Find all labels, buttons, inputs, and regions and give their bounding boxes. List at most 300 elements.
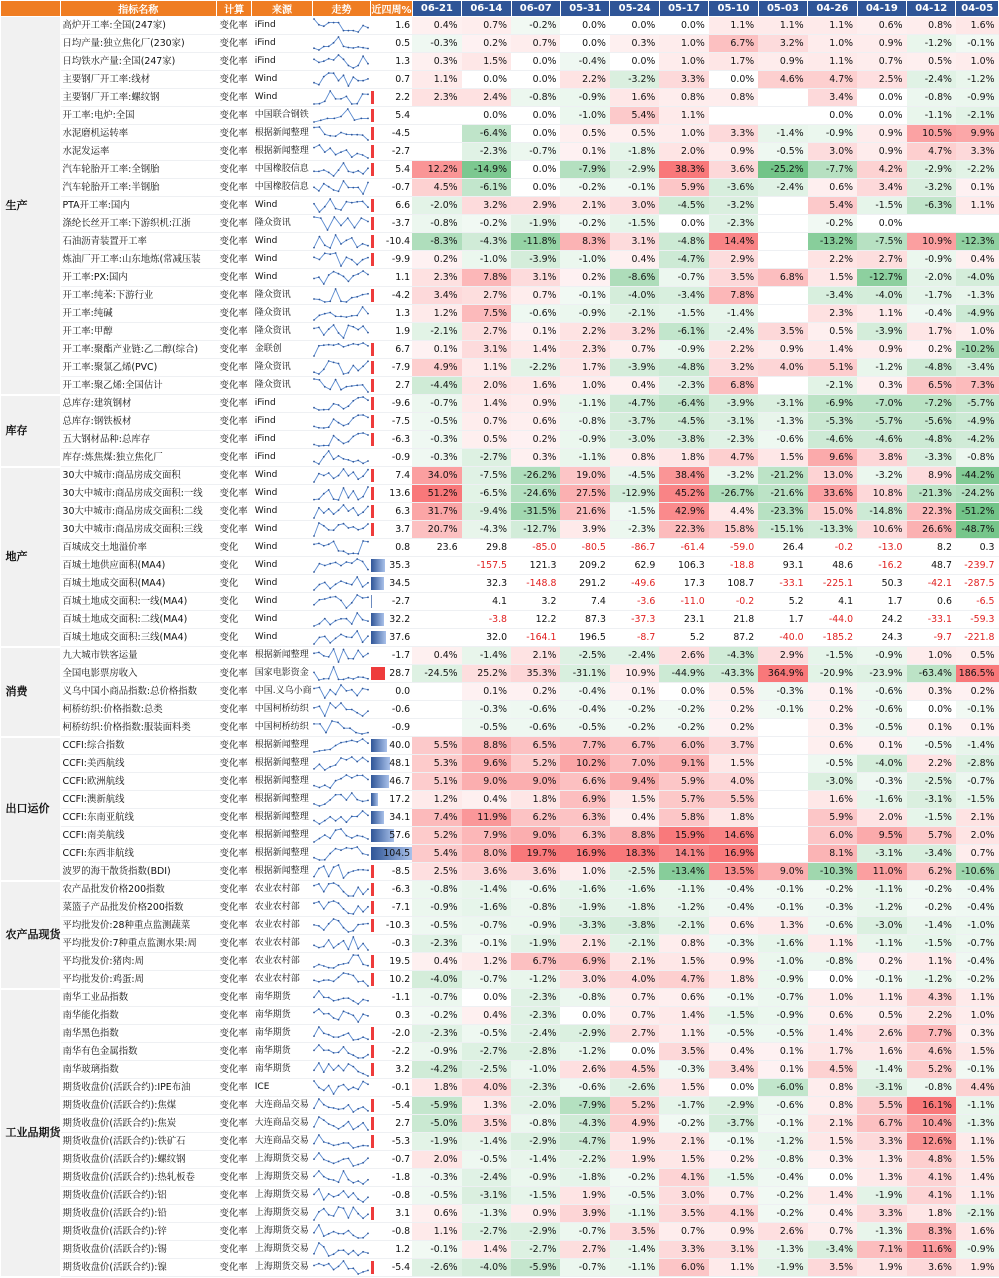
weekly-change-cell: 2.5% — [412, 863, 461, 881]
recent-text: 5.4 — [395, 110, 411, 121]
weekly-change-cell: -0.7% — [758, 989, 807, 1007]
weekly-change-cell: 3.5% — [808, 1259, 857, 1277]
table-row[interactable] — [1, 413, 999, 431]
indicator-name: 水泥磨机运转率 — [60, 125, 216, 143]
weekly-change-cell: 5.3% — [412, 755, 461, 773]
weekly-change-cell: -0.3% — [758, 683, 807, 701]
weekly-change-cell: -6.5 — [956, 593, 999, 611]
data-source: Wind — [252, 233, 313, 251]
table-row[interactable] — [1, 251, 999, 269]
weekly-change-cell — [412, 125, 461, 143]
indicator-name: CCFI:东西非航线 — [60, 845, 216, 863]
weekly-change-cell: -0.6% — [511, 701, 560, 719]
weekly-change-cell: -21.3% — [907, 485, 956, 503]
weekly-change-cell: -1.9% — [412, 1133, 461, 1151]
header-date[interactable]: 04-12 — [907, 1, 956, 17]
recent-4w-value — [371, 449, 412, 467]
recent-bar — [371, 91, 374, 104]
trend-sparkline — [312, 881, 371, 899]
recent-text: 1.3 — [395, 308, 411, 319]
table-row[interactable] — [1, 1043, 999, 1061]
table-row[interactable] — [1, 1169, 999, 1187]
weekly-change-cell: -0.4% — [560, 53, 609, 71]
calc-type: 变化率 — [216, 71, 251, 89]
weekly-change-cell: 5.2% — [610, 1097, 659, 1115]
weekly-change-cell: -2.2% — [511, 359, 560, 377]
table-row[interactable] — [1, 575, 999, 593]
calc-type: 变化率 — [216, 251, 251, 269]
indicator-name: 全国电影票房收入 — [60, 665, 216, 683]
table-row[interactable] — [1, 377, 999, 395]
calc-type: 变化率 — [216, 215, 251, 233]
table-row[interactable] — [1, 1187, 999, 1205]
weekly-change-cell: 5.4% — [412, 845, 461, 863]
indicator-name: 石油沥青装置开工率 — [60, 233, 216, 251]
weekly-change-cell: 4.1 — [808, 593, 857, 611]
trend-sparkline — [312, 323, 371, 341]
trend-sparkline — [312, 935, 371, 953]
weekly-change-cell: 10.6% — [857, 521, 906, 539]
recent-text: -1.7 — [391, 650, 411, 661]
weekly-change-cell: 5.2 — [659, 629, 708, 647]
weekly-change-cell: 22.3% — [659, 521, 708, 539]
recent-4w-value — [371, 143, 412, 161]
header-date[interactable]: 05-10 — [709, 1, 758, 17]
recent-4w-value — [371, 665, 412, 683]
header-calc[interactable]: 计算 — [216, 1, 251, 17]
weekly-change-cell: -37.3 — [610, 611, 659, 629]
weekly-change-cell: -8.7 — [610, 629, 659, 647]
weekly-change-cell: 0.4% — [956, 251, 999, 269]
table-row[interactable] — [1, 1025, 999, 1043]
recent-text: 0.5 — [395, 38, 411, 49]
weekly-change-cell: 0.9% — [709, 953, 758, 971]
weekly-change-cell: 0.0% — [610, 17, 659, 35]
trend-sparkline — [312, 1043, 371, 1061]
header-date[interactable]: 04-19 — [857, 1, 906, 17]
weekly-change-cell: 0.1% — [956, 719, 999, 737]
header-date[interactable]: 04-05 — [956, 1, 999, 17]
table-row[interactable] — [1, 1223, 999, 1241]
recent-4w-value — [371, 503, 412, 521]
weekly-change-cell: 23.1 — [659, 611, 708, 629]
table-row[interactable] — [1, 503, 999, 521]
weekly-change-cell: -2.4% — [709, 323, 758, 341]
calc-type: 变化率 — [216, 1079, 251, 1097]
header-date[interactable]: 06-07 — [511, 1, 560, 17]
table-row[interactable] — [1, 863, 999, 881]
table-row[interactable] — [1, 1241, 999, 1259]
data-source: 上海期货交易 — [252, 1223, 313, 1241]
weekly-change-cell: -4.0% — [857, 287, 906, 305]
indicator-name: 30大中城市:商品房成交面积:三线 — [60, 521, 216, 539]
weekly-change-cell — [412, 107, 461, 125]
weekly-change-cell: 0.5% — [560, 125, 609, 143]
weekly-change-cell: 1.9% — [857, 1259, 906, 1277]
recent-text: 0.8 — [395, 542, 411, 553]
weekly-change-cell: 1.1% — [659, 1025, 708, 1043]
trend-sparkline — [312, 1169, 371, 1187]
header-date[interactable]: 06-14 — [462, 1, 511, 17]
table-row[interactable] — [1, 917, 999, 935]
weekly-change-cell: -3.9% — [857, 323, 906, 341]
recent-4w-value — [371, 1187, 412, 1205]
data-source: ICE — [252, 1079, 313, 1097]
recent-bar — [371, 217, 374, 230]
weekly-change-cell: 0.8% — [808, 1079, 857, 1097]
recent-text: -6.3 — [391, 434, 411, 445]
trend-sparkline — [312, 701, 371, 719]
weekly-change-cell: 8.3% — [560, 233, 609, 251]
table-row[interactable] — [1, 485, 999, 503]
indicator-name: 南华工业品指数 — [60, 989, 216, 1007]
table-row[interactable] — [1, 773, 999, 791]
calc-type: 变化率 — [216, 935, 251, 953]
weekly-change-cell: 5.8% — [659, 809, 708, 827]
table-row[interactable] — [1, 287, 999, 305]
weekly-change-cell: 1.5% — [462, 53, 511, 71]
table-row[interactable] — [1, 431, 999, 449]
table-row[interactable] — [1, 35, 999, 53]
table-row[interactable] — [1, 1133, 999, 1151]
table-row[interactable] — [1, 125, 999, 143]
table-row[interactable] — [1, 467, 999, 485]
weekly-change-cell: -3.8% — [659, 431, 708, 449]
trend-sparkline — [312, 359, 371, 377]
weekly-change-cell: 9.4% — [610, 773, 659, 791]
weekly-change-cell: -59.0 — [709, 539, 758, 557]
trend-sparkline — [312, 305, 371, 323]
recent-4w-value — [371, 269, 412, 287]
header-date[interactable]: 05-03 — [758, 1, 807, 17]
table-row[interactable] — [1, 53, 999, 71]
calc-type: 变化率 — [216, 917, 251, 935]
weekly-change-cell: 1.9% — [956, 1259, 999, 1277]
weekly-change-cell: -0.1% — [709, 989, 758, 1007]
weekly-change-cell: 4.7% — [709, 449, 758, 467]
weekly-change-cell: -33.1 — [907, 611, 956, 629]
weekly-change-cell: -2.4% — [758, 179, 807, 197]
header-source[interactable]: 来源 — [252, 1, 313, 17]
data-source: 中国柯桥纺织 — [252, 701, 313, 719]
table-row[interactable] — [1, 323, 999, 341]
trend-sparkline — [312, 863, 371, 881]
table-row[interactable] — [1, 827, 999, 845]
table-row[interactable] — [1, 899, 999, 917]
header-date[interactable]: 05-24 — [610, 1, 659, 17]
weekly-change-cell: -0.6% — [758, 431, 807, 449]
recent-text: 0.0 — [395, 686, 411, 697]
table-row[interactable] — [1, 215, 999, 233]
table-row[interactable] — [1, 71, 999, 89]
data-source: iFind — [252, 449, 313, 467]
data-source: 隆众资讯 — [252, 377, 313, 395]
table-row[interactable] — [1, 611, 999, 629]
weekly-change-cell: 1.1% — [956, 197, 999, 215]
calc-type: 变化率 — [216, 197, 251, 215]
weekly-change-cell: 0.0% — [808, 971, 857, 989]
weekly-change-cell: -13.2% — [808, 233, 857, 251]
table-row[interactable] — [1, 1061, 999, 1079]
header-date[interactable]: 06-21 — [412, 1, 461, 17]
weekly-change-cell: 0.4% — [610, 377, 659, 395]
calc-type: 变化率 — [216, 377, 251, 395]
weekly-change-cell: -10.6% — [956, 863, 999, 881]
weekly-change-cell: -1.2% — [857, 899, 906, 917]
weekly-change-cell: -1.7% — [659, 1097, 708, 1115]
weekly-change-cell: -1.2% — [907, 35, 956, 53]
header-date[interactable]: 05-31 — [560, 1, 609, 17]
header-trend[interactable]: 走势 — [312, 1, 371, 17]
data-source: 根据新闻整理 — [252, 773, 313, 791]
weekly-change-cell: -5.0% — [412, 1115, 461, 1133]
weekly-change-cell: 35.3% — [511, 665, 560, 683]
weekly-change-cell — [758, 251, 807, 269]
indicator-name: 开工率:聚乙烯:全国估计 — [60, 377, 216, 395]
table-row[interactable] — [1, 971, 999, 989]
weekly-change-cell: 1.5% — [659, 953, 708, 971]
indicator-name: 主要钢厂开工率:螺纹钢 — [60, 89, 216, 107]
header-name[interactable]: 指标名称 — [60, 1, 216, 17]
table-row[interactable] — [1, 701, 999, 719]
weekly-change-cell: -7.5% — [462, 467, 511, 485]
table-row[interactable] — [1, 557, 999, 575]
recent-4w-value — [371, 917, 412, 935]
table-row[interactable] — [1, 755, 999, 773]
weekly-change-cell: 0.3% — [511, 449, 560, 467]
trend-sparkline — [312, 269, 371, 287]
table-row[interactable] — [1, 107, 999, 125]
weekly-change-cell: -1.1% — [956, 1097, 999, 1115]
indicator-name: 开工率:电炉:全国 — [60, 107, 216, 125]
data-source: 根据新闻整理 — [252, 827, 313, 845]
weekly-change-cell: 1.0% — [659, 35, 708, 53]
table-row[interactable] — [1, 665, 999, 683]
weekly-change-cell: 0.4% — [462, 791, 511, 809]
weekly-change-cell: 2.3% — [808, 305, 857, 323]
weekly-change-cell: 2.0% — [462, 377, 511, 395]
weekly-change-cell: -2.9% — [610, 161, 659, 179]
weekly-change-cell — [758, 89, 807, 107]
weekly-change-cell: -15.1% — [758, 521, 807, 539]
table-row[interactable] — [1, 719, 999, 737]
weekly-change-cell: -0.4% — [907, 305, 956, 323]
weekly-change-cell: 0.2% — [709, 719, 758, 737]
weekly-change-cell: -6.5% — [462, 485, 511, 503]
header-recent[interactable]: 近四周% — [371, 1, 412, 17]
recent-text: 3.1 — [395, 1208, 411, 1219]
table-row[interactable] — [1, 143, 999, 161]
weekly-change-cell: 1.1% — [412, 71, 461, 89]
recent-text: 5.4 — [395, 164, 411, 175]
table-row[interactable] — [1, 953, 999, 971]
table-row[interactable] — [1, 791, 999, 809]
recent-text: 0.7 — [395, 74, 411, 85]
header-date[interactable]: 04-26 — [808, 1, 857, 17]
table-row[interactable] — [1, 809, 999, 827]
weekly-change-cell: 7.8% — [709, 287, 758, 305]
weekly-change-cell: 3.3% — [709, 125, 758, 143]
table-row[interactable] — [1, 395, 999, 413]
weekly-change-cell: -26.2% — [511, 467, 560, 485]
weekly-change-cell: 21.6% — [560, 503, 609, 521]
weekly-change-cell: -3.4% — [956, 359, 999, 377]
table-row[interactable] — [1, 1151, 999, 1169]
trend-sparkline — [312, 1259, 371, 1277]
calc-type: 变化率 — [216, 773, 251, 791]
table-row[interactable] — [1, 359, 999, 377]
table-row[interactable] — [1, 737, 999, 755]
table-row[interactable] — [1, 521, 999, 539]
weekly-change-cell: 3.6% — [462, 863, 511, 881]
weekly-change-cell — [758, 305, 807, 323]
weekly-change-cell: 186.5% — [956, 665, 999, 683]
table-row[interactable] — [1, 1259, 999, 1277]
weekly-change-cell: 0.1% — [462, 683, 511, 701]
weekly-change-cell: -4.8% — [907, 359, 956, 377]
weekly-change-cell: 1.0% — [956, 323, 999, 341]
trend-sparkline — [312, 917, 371, 935]
data-source: 上海期货交易 — [252, 1259, 313, 1277]
weekly-change-cell: 4.4% — [956, 1079, 999, 1097]
weekly-change-cell: 0.7% — [610, 989, 659, 1007]
recent-text: 1.2 — [395, 1244, 411, 1255]
weekly-change-cell: 4.1% — [907, 1169, 956, 1187]
table-row[interactable] — [1, 89, 999, 107]
trend-sparkline — [312, 53, 371, 71]
table-row[interactable] — [1, 683, 999, 701]
table-row[interactable] — [1, 989, 999, 1007]
weekly-change-cell: 6.0% — [808, 827, 857, 845]
recent-4w-value — [371, 251, 412, 269]
weekly-change-cell: -1.4% — [462, 1133, 511, 1151]
table-row[interactable] — [1, 845, 999, 863]
weekly-change-cell: 12.2% — [412, 161, 461, 179]
weekly-change-cell: 0.0% — [659, 683, 708, 701]
table-row[interactable] — [1, 881, 999, 899]
weekly-change-cell — [758, 215, 807, 233]
weekly-change-cell: -1.9% — [560, 899, 609, 917]
weekly-change-cell: -1.6% — [610, 881, 659, 899]
weekly-change-cell: 21.8 — [709, 611, 758, 629]
table-row[interactable] — [1, 197, 999, 215]
weekly-change-cell: 4.7% — [808, 71, 857, 89]
calc-type: 变化率 — [216, 467, 251, 485]
weekly-change-cell: 7.7% — [907, 1025, 956, 1043]
recent-text: -0.9 — [391, 452, 411, 463]
recent-text: 57.6 — [389, 830, 411, 841]
weekly-change-cell: -0.5% — [808, 755, 857, 773]
table-row[interactable] — [1, 647, 999, 665]
weekly-change-cell: -2.4% — [907, 71, 956, 89]
table-row[interactable] — [1, 161, 999, 179]
weekly-change-cell: 0.5% — [857, 1007, 906, 1025]
weekly-change-cell: 1.0% — [560, 377, 609, 395]
weekly-change-cell: 2.1% — [610, 953, 659, 971]
weekly-change-cell: -2.2% — [956, 161, 999, 179]
weekly-change-cell: -85.0 — [511, 539, 560, 557]
weekly-change-cell: -1.0% — [560, 107, 609, 125]
table-row[interactable] — [1, 1097, 999, 1115]
indicator-name: 柯桥纺织:价格指数:服装面料类 — [60, 719, 216, 737]
weekly-change-cell: -0.3% — [412, 449, 461, 467]
table-row[interactable] — [1, 449, 999, 467]
recent-4w-value — [371, 629, 412, 647]
weekly-change-cell: -0.1% — [758, 899, 807, 917]
weekly-change-cell: -1.7% — [907, 287, 956, 305]
weekly-change-cell: 38.4% — [659, 467, 708, 485]
table-row[interactable] — [1, 305, 999, 323]
table-row[interactable] — [1, 179, 999, 197]
table-row[interactable] — [1, 269, 999, 287]
table-row[interactable] — [1, 341, 999, 359]
weekly-change-cell: -1.1% — [857, 935, 906, 953]
table-row[interactable] — [1, 1205, 999, 1223]
recent-text: -4.2 — [391, 290, 411, 301]
weekly-change-cell: 0.3% — [808, 719, 857, 737]
weekly-change-cell: 8.8% — [610, 827, 659, 845]
recent-bar — [371, 973, 374, 986]
weekly-change-cell: -5.7% — [857, 413, 906, 431]
weekly-change-cell: -43.3% — [709, 665, 758, 683]
weekly-change-cell: 1.1% — [907, 953, 956, 971]
weekly-change-cell: -0.3% — [659, 1061, 708, 1079]
weekly-change-cell: 1.1% — [857, 989, 906, 1007]
table-row[interactable] — [1, 1115, 999, 1133]
trend-sparkline — [312, 719, 371, 737]
weekly-change-cell: -1.4% — [709, 305, 758, 323]
weekly-change-cell: 0.6 — [907, 593, 956, 611]
data-source: Wind — [252, 269, 313, 287]
weekly-change-cell: 0.3% — [610, 35, 659, 53]
category-label: 生产 — [1, 17, 61, 395]
recent-4w-value — [371, 809, 412, 827]
table-row[interactable] — [1, 935, 999, 953]
weekly-change-cell: 0.1% — [857, 737, 906, 755]
trend-sparkline — [312, 557, 371, 575]
weekly-change-cell: 10.9% — [907, 233, 956, 251]
weekly-change-cell: 2.0% — [956, 827, 999, 845]
weekly-change-cell: 0.6% — [808, 179, 857, 197]
trend-sparkline — [312, 107, 371, 125]
data-source: 农业农村部 — [252, 899, 313, 917]
table-row[interactable] — [1, 233, 999, 251]
header-date[interactable]: 05-17 — [659, 1, 708, 17]
recent-bar — [371, 919, 374, 932]
table-row[interactable] — [1, 1079, 999, 1097]
weekly-change-cell: 0.9% — [758, 53, 807, 71]
weekly-change-cell: 0.9% — [511, 1205, 560, 1223]
weekly-change-cell: 3.3% — [659, 71, 708, 89]
table-row[interactable] — [1, 593, 999, 611]
weekly-change-cell: -0.7% — [956, 773, 999, 791]
table-row[interactable] — [1, 1007, 999, 1025]
table-row[interactable] — [1, 539, 999, 557]
weekly-change-cell: 1.0% — [659, 53, 708, 71]
trend-sparkline — [312, 791, 371, 809]
weekly-change-cell — [709, 107, 758, 125]
table-row[interactable] — [1, 17, 999, 35]
table-row[interactable] — [1, 629, 999, 647]
weekly-change-cell: 1.1% — [412, 1223, 461, 1241]
weekly-change-cell: -0.2% — [758, 1187, 807, 1205]
recent-text: 2.2 — [395, 92, 411, 103]
recent-4w-value — [371, 953, 412, 971]
weekly-change-cell: -1.4% — [610, 1241, 659, 1259]
recent-4w-value — [371, 1223, 412, 1241]
weekly-change-cell: -225.1 — [808, 575, 857, 593]
weekly-change-cell: -3.2% — [857, 467, 906, 485]
